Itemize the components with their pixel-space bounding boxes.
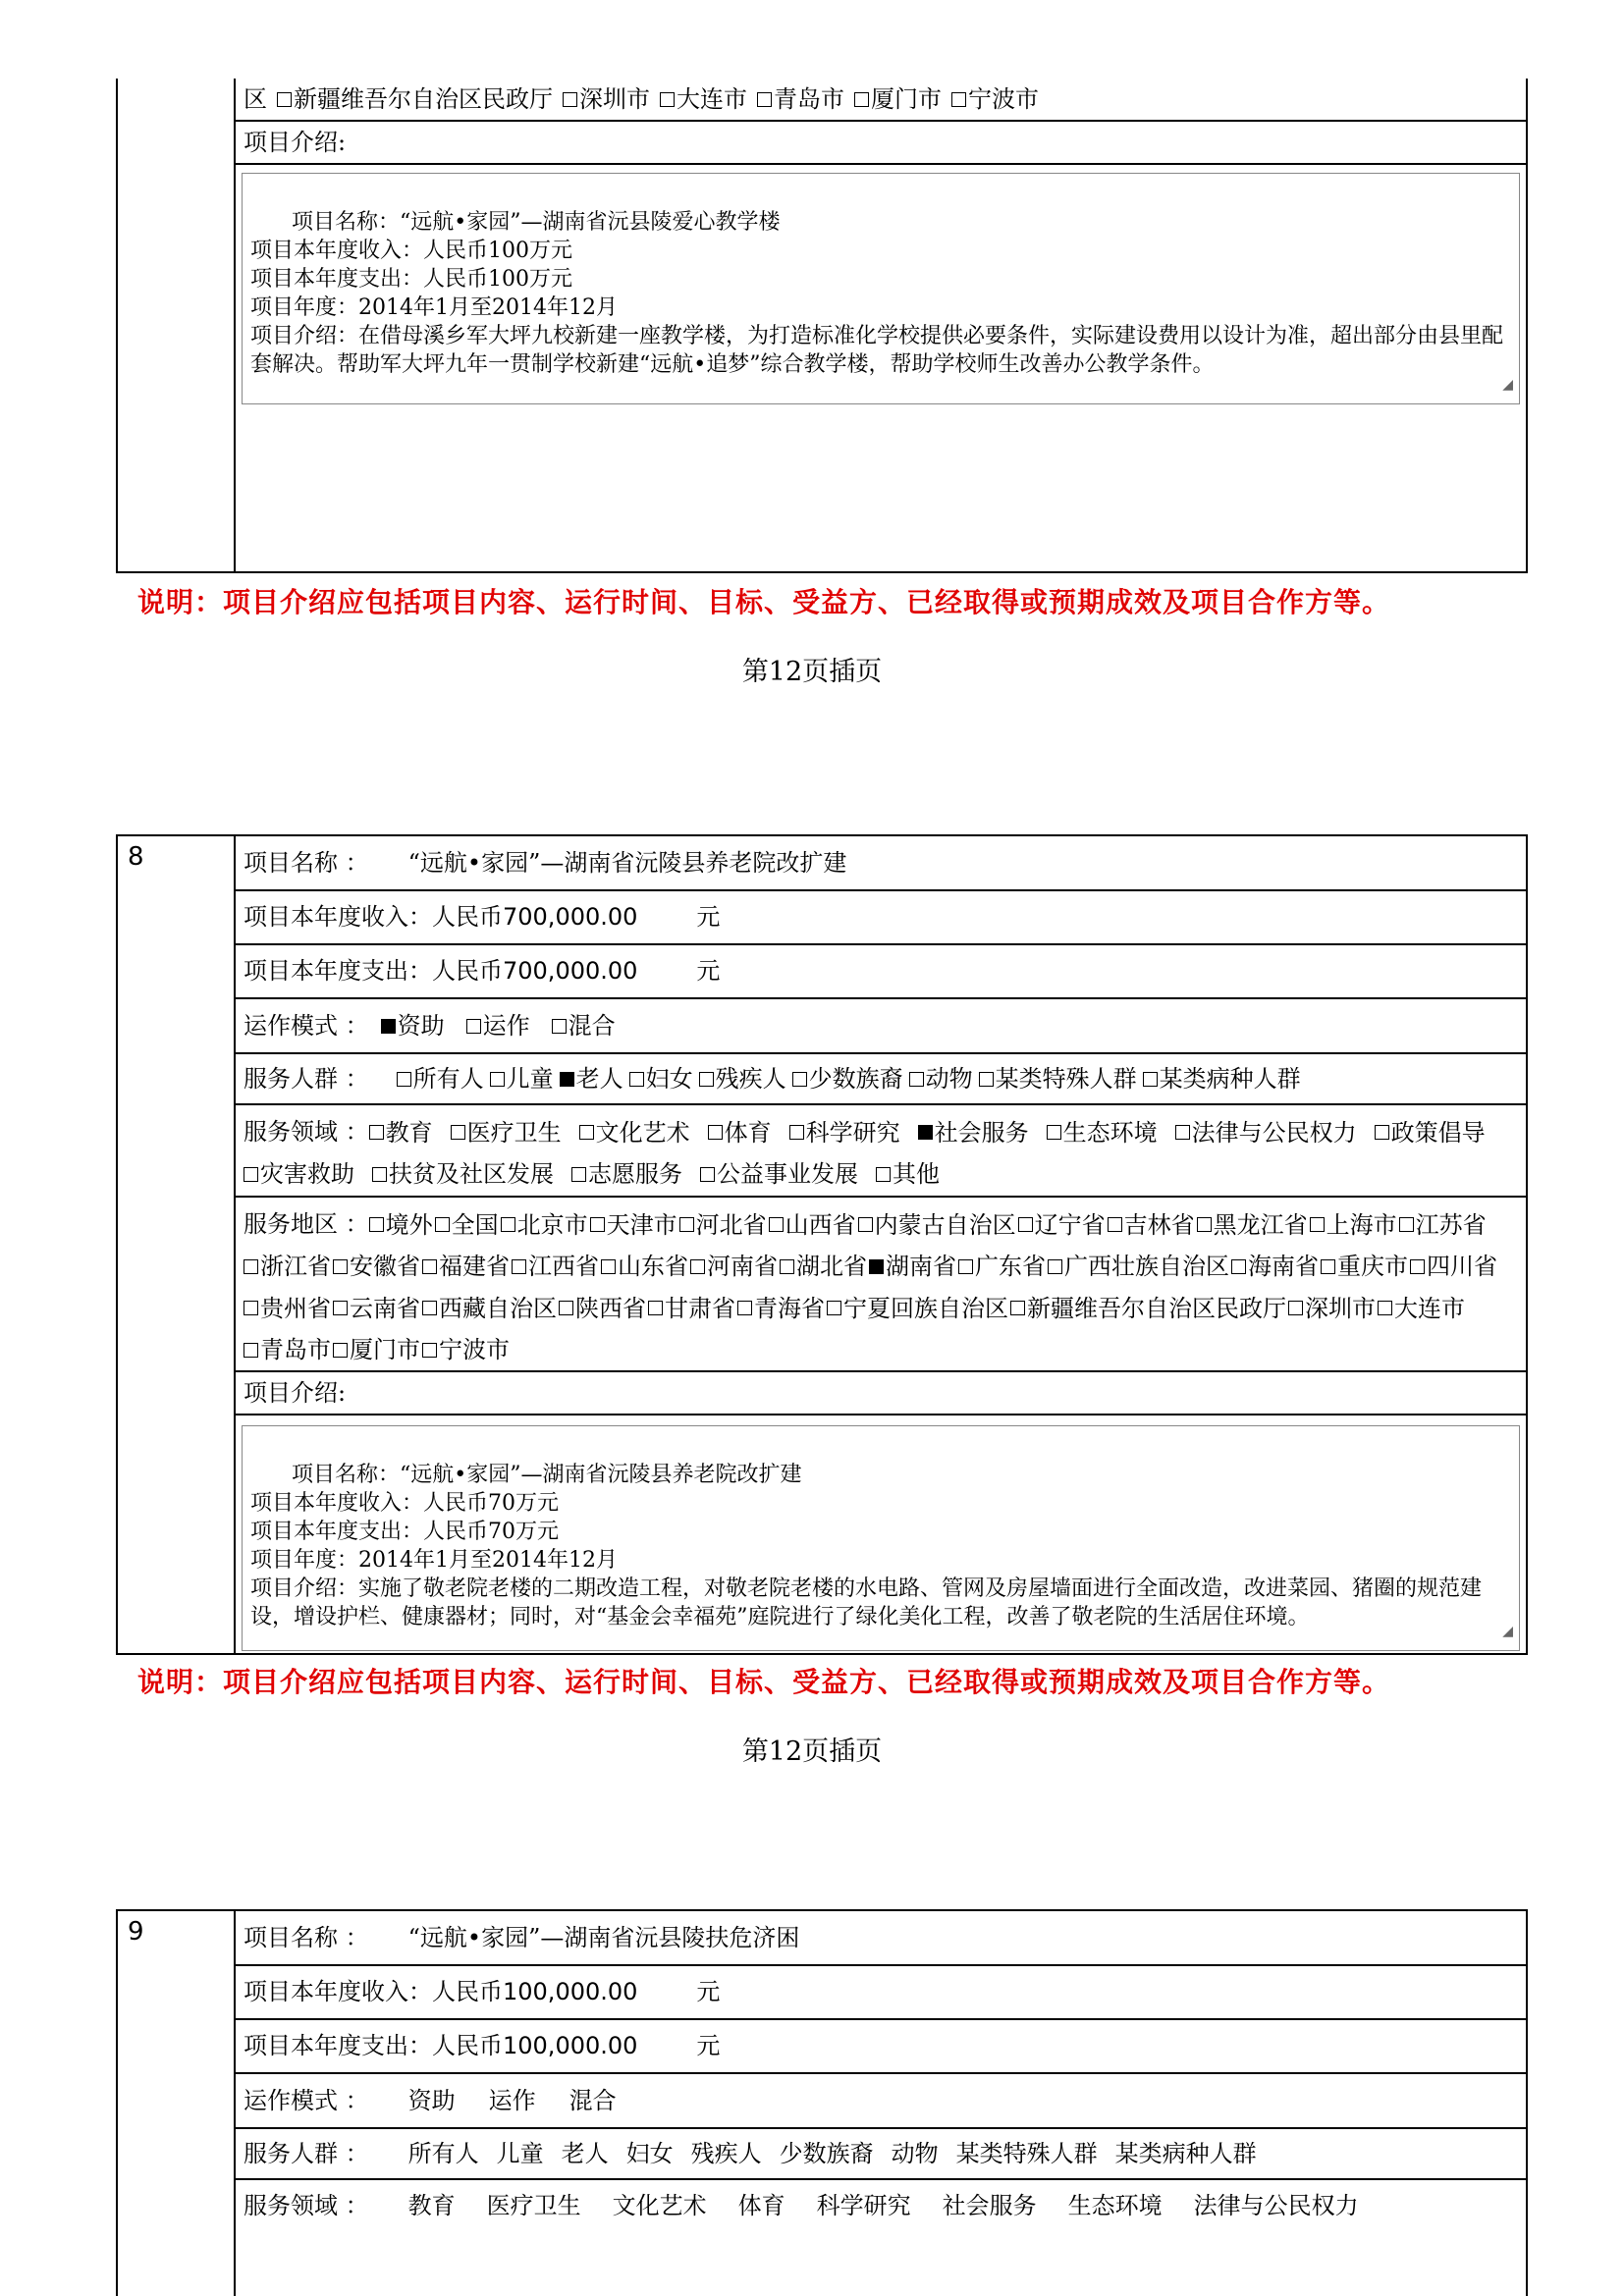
service-field-row: [236, 2180, 1526, 2231]
service-crowd-option[interactable]: [979, 1066, 1137, 1092]
intro-label-row: [236, 122, 1526, 165]
service-field-option[interactable]: [876, 1153, 940, 1195]
service-region-option[interactable]: [1321, 1246, 1408, 1287]
intro-textarea[interactable]: [242, 1425, 1520, 1651]
service-region-option[interactable]: [958, 1246, 1046, 1287]
service-field-option-label[interactable]: 法律与公民权力: [1193, 2191, 1359, 2219]
service-field-option[interactable]: [1047, 1112, 1158, 1153]
income-value[interactable]: 700,000.00: [503, 903, 638, 932]
service-field-option[interactable]: [789, 1112, 900, 1153]
service-field-option-label: 政策倡导: [1390, 1118, 1486, 1147]
service-crowd-option[interactable]: [1143, 1066, 1301, 1092]
intro-text: 项目名称：“远航•家园”—湖南省沅陵县养老院改扩建 项目本年度收入：人民币70万元 项目本年度支出：人民币70万元 项目年度：2014年1月至2014年12月 项目介绍：实施了敬老院老楼的二期改造工程，对敬老院老楼的水电路、管网及房屋墙面进行全面改造，改进菜园、猪圈的规范建设，增设护栏、健康器材；同时，对“基金会幸福苑”庭院进行了绿化美化工程，改善了敬老院的生活居住环境。: [250, 1463, 1483, 1629]
service-region-option[interactable]: [660, 86, 747, 112]
operation-mode-row: [236, 2074, 1526, 2129]
expense-label: 项目本年度支出：人民币: [244, 957, 503, 986]
service-region-option-label: 重庆市: [1337, 1253, 1408, 1280]
expense-value[interactable]: 100,000.00: [503, 2032, 638, 2060]
service-field-options: [244, 1118, 1503, 1188]
project-name-value[interactable]: “远航•家园”—湖南省沅县陵扶危济困: [407, 1923, 800, 1951]
operation-mode-option-label: 资助: [397, 1011, 445, 1040]
service-field-options: [408, 2193, 1390, 2218]
note-text: 说明：项目介绍应包括项目内容、运行时间、目标、受益方、已经取得或预期成效及项目合作方等。: [137, 1666, 1391, 1698]
intro-label: 项目介绍:: [244, 128, 347, 156]
service-crowd-option-label: 少数族裔: [808, 1064, 903, 1093]
service-region-option-label: 厦门市: [350, 1336, 420, 1363]
service-crowd-option[interactable]: [560, 1066, 623, 1092]
service-crowd-option-label[interactable]: 所有人: [407, 2139, 479, 2167]
checkbox-icon[interactable]: [690, 1259, 705, 1274]
project-section-continued: [116, 79, 1528, 573]
service-crowd-label: 服务人群 ：: [244, 2139, 369, 2167]
project-number: 8: [118, 836, 236, 1653]
income-label: 项目本年度收入：人民币: [244, 903, 503, 932]
service-crowd-options: [408, 2141, 1274, 2166]
service-region-option[interactable]: [1108, 1204, 1195, 1246]
checkbox-icon[interactable]: [571, 1167, 586, 1182]
project-name-row: [236, 836, 1526, 891]
service-crowd-option-label[interactable]: 残疾人: [690, 2139, 762, 2167]
service-region-option[interactable]: [1231, 1246, 1319, 1287]
service-crowd-option-label: 动物: [925, 1064, 973, 1093]
service-region-option-label: 湖南省: [886, 1253, 956, 1280]
checkbox-icon[interactable]: [629, 1072, 644, 1087]
checkbox-icon[interactable]: [277, 92, 292, 107]
checkbox-icon[interactable]: [333, 1301, 348, 1315]
income-unit: 元: [696, 903, 721, 932]
checkbox-icon[interactable]: [854, 92, 869, 107]
income-unit: 元: [696, 1978, 721, 2006]
service-crowd-option-label[interactable]: 老人: [561, 2139, 609, 2167]
service-region-option-label: 天津市: [606, 1210, 677, 1239]
project-name-label: 项目名称 ：: [244, 848, 369, 877]
checkbox-icon[interactable]: [579, 1125, 594, 1140]
checkbox-icon[interactable]: [909, 1072, 924, 1087]
intro-text: 项目名称：“远航•家园”—湖南省沅县陵爱心教学楼 项目本年度收入：人民币100万元 项目本年度支出：人民币100万元 项目年度：2014年1月至2014年12月 项目介绍：在借母溪乡军大坪九校新建一座教学楼，为打造标准化学校提供必要条件，实际建设费用以设计为准，超出部分由县里配套解决。帮助军大坪九年一贯制学校新建“远航•追梦”综合教学楼，帮助学校师生改善办公教学条件。: [250, 210, 1504, 377]
service-field-option-label[interactable]: 科学研究: [816, 2191, 911, 2219]
service-crowd-option[interactable]: [490, 1066, 554, 1092]
checkbox-icon[interactable]: [780, 1259, 794, 1274]
checkbox-icon[interactable]: [466, 1019, 481, 1034]
checkbox-icon[interactable]: [769, 1217, 784, 1232]
service-field-option[interactable]: [244, 1153, 354, 1195]
checkbox-icon[interactable]: [1143, 1072, 1158, 1087]
service-region-option[interactable]: [601, 1246, 688, 1287]
service-field-option[interactable]: [451, 1112, 562, 1153]
service-field-option[interactable]: [918, 1112, 1029, 1153]
checked-box-icon[interactable]: [560, 1072, 574, 1087]
service-field-row: [236, 1105, 1526, 1198]
checkbox-icon[interactable]: [1399, 1217, 1414, 1232]
expense-unit: 元: [696, 957, 721, 986]
operation-mode-options: [408, 2088, 650, 2113]
service-field-option-label: 其他: [893, 1160, 940, 1188]
checkbox-icon[interactable]: [244, 1301, 258, 1315]
service-crowd-option-label: 儿童: [506, 1064, 554, 1093]
service-region-option-label: 安徽省: [350, 1253, 420, 1280]
service-region-option[interactable]: [780, 1246, 867, 1287]
service-region-option[interactable]: [1378, 1288, 1465, 1329]
expense-unit: 元: [696, 2032, 721, 2060]
service-region-option-label: 区: [244, 84, 267, 113]
service-region-option-label: 河南省: [707, 1253, 778, 1280]
checkbox-icon[interactable]: [757, 92, 772, 107]
checkbox-icon[interactable]: [699, 1072, 714, 1087]
service-region-option-label: 青岛市: [774, 84, 844, 113]
service-region-option-label: 大连市: [1394, 1294, 1465, 1322]
checkbox-icon[interactable]: [792, 1072, 807, 1087]
operation-mode-option[interactable]: [552, 1013, 616, 1039]
service-crowd-option-label[interactable]: 妇女: [625, 2139, 674, 2167]
service-region-option-label: 广东省: [975, 1253, 1046, 1280]
service-region-option-label: 上海市: [1326, 1210, 1397, 1239]
expense-row: [236, 945, 1526, 999]
service-region-option-label: 河北省: [695, 1210, 767, 1239]
service-region-option[interactable]: [1410, 1246, 1497, 1287]
service-region-label: 服务地区 ：: [244, 1210, 369, 1238]
service-region-option[interactable]: [854, 86, 942, 112]
service-region-option[interactable]: [1048, 1246, 1229, 1287]
checkbox-icon[interactable]: [951, 92, 966, 107]
service-region-option[interactable]: [333, 1329, 420, 1370]
service-region-option[interactable]: [1010, 1288, 1286, 1329]
service-region-option-label: 贵州省: [260, 1294, 331, 1322]
service-region-option[interactable]: [333, 1246, 420, 1287]
service-crowd-option-label: 老人: [575, 1064, 623, 1093]
project-section-9: [116, 1909, 1528, 2296]
service-region-option-label: 宁波市: [439, 1336, 510, 1363]
service-region-option: [244, 86, 267, 112]
service-region-option-label: 深圳市: [1305, 1294, 1376, 1322]
service-region-option-label: 四川省: [1427, 1253, 1497, 1280]
checkbox-icon[interactable]: [1310, 1217, 1325, 1232]
service-crowd-label: 服务人群 ：: [244, 1064, 369, 1093]
checkbox-icon[interactable]: [827, 1301, 841, 1315]
resize-grip-icon[interactable]: ◢: [1502, 377, 1513, 393]
checkbox-icon[interactable]: [1175, 1125, 1190, 1140]
checkbox-icon[interactable]: [559, 1301, 573, 1315]
checkbox-icon[interactable]: [422, 1343, 437, 1358]
checkbox-icon[interactable]: [372, 1167, 387, 1182]
checkbox-icon[interactable]: [590, 1217, 605, 1232]
service-region-option-label: 西藏自治区: [439, 1294, 557, 1322]
service-region-option[interactable]: [563, 86, 650, 112]
service-field-option[interactable]: [708, 1112, 772, 1153]
expense-row: [236, 2020, 1526, 2074]
checkbox-icon[interactable]: [244, 1167, 258, 1182]
checked-box-icon[interactable]: [381, 1019, 396, 1034]
checkbox-icon[interactable]: [958, 1259, 973, 1274]
checkbox-icon[interactable]: [1048, 1259, 1062, 1274]
region-tail-list: [244, 86, 1049, 113]
service-region-option-label: 宁波市: [968, 84, 1039, 113]
checkbox-icon[interactable]: [876, 1167, 891, 1182]
service-region-option-label: 海南省: [1248, 1253, 1319, 1280]
checkbox-icon[interactable]: [789, 1125, 804, 1140]
service-region-option[interactable]: [422, 1288, 557, 1329]
checkbox-icon[interactable]: [708, 1125, 723, 1140]
checkbox-icon[interactable]: [1321, 1259, 1335, 1274]
service-region-option[interactable]: [1018, 1204, 1106, 1246]
checkbox-icon[interactable]: [1288, 1301, 1303, 1315]
service-region-option[interactable]: [422, 1246, 510, 1287]
service-region-option[interactable]: [369, 1204, 433, 1246]
service-field-option[interactable]: [700, 1153, 858, 1195]
service-region-option[interactable]: [244, 1329, 331, 1370]
service-region-option[interactable]: [737, 1288, 825, 1329]
service-region-option-label: 厦门市: [871, 84, 942, 113]
checkbox-icon[interactable]: [563, 92, 577, 107]
checkbox-icon[interactable]: [422, 1259, 437, 1274]
checkbox-icon[interactable]: [601, 1259, 616, 1274]
service-region-option[interactable]: [1197, 1204, 1308, 1246]
service-field-option[interactable]: [372, 1153, 554, 1195]
service-field-label: 服务领域 ：: [244, 1118, 369, 1146]
service-field-option-label: 医疗卫生: [466, 1118, 562, 1147]
service-field-option-label: 社会服务: [934, 1118, 1029, 1147]
operation-mode-label: 运作模式 ：: [244, 2086, 369, 2114]
service-crowd-option[interactable]: [699, 1066, 786, 1092]
checkbox-icon[interactable]: [700, 1167, 715, 1182]
service-field-option-label[interactable]: 社会服务: [942, 2191, 1037, 2219]
service-region-option-label: 深圳市: [579, 84, 650, 113]
checkbox-icon[interactable]: [333, 1259, 348, 1274]
service-field-option-label[interactable]: 生态环境: [1067, 2191, 1163, 2219]
service-field-option-label: 扶贫及社区发展: [389, 1160, 554, 1188]
service-region-option-label: 内蒙古自治区: [874, 1210, 1016, 1239]
service-crowd-option[interactable]: [629, 1066, 693, 1092]
service-region-option[interactable]: [435, 1204, 499, 1246]
service-region-option[interactable]: [333, 1288, 420, 1329]
service-region-option-label: 山东省: [618, 1253, 688, 1280]
service-field-option-label: 灾害救助: [260, 1160, 354, 1188]
service-crowd-option-label[interactable]: 儿童: [496, 2139, 544, 2167]
service-region-option-label: 云南省: [350, 1294, 420, 1322]
service-region-option[interactable]: [501, 1204, 588, 1246]
checkbox-icon[interactable]: [490, 1072, 505, 1087]
checkbox-icon[interactable]: [648, 1301, 663, 1315]
service-region-option-label: 广西壮族自治区: [1064, 1253, 1229, 1280]
operation-mode-option-label: 混合: [568, 1011, 616, 1040]
service-region-tail-row: [236, 79, 1526, 122]
service-region-option-label: 新疆维吾尔自治区民政厅: [1027, 1294, 1286, 1322]
note-text: 说明：项目介绍应包括项目内容、运行时间、目标、受益方、已经取得或预期成效及项目合作方等。: [137, 586, 1391, 618]
checkbox-icon[interactable]: [1231, 1259, 1246, 1274]
checkbox-icon[interactable]: [1378, 1301, 1392, 1315]
checkbox-icon[interactable]: [244, 1343, 258, 1358]
project-section-8: [116, 834, 1528, 1655]
project-name-row: [236, 1911, 1526, 1966]
service-region-row: [236, 1198, 1526, 1372]
service-crowd-option-label[interactable]: 少数族裔: [779, 2139, 874, 2167]
checkbox-icon[interactable]: [1410, 1259, 1425, 1274]
service-region-option[interactable]: [277, 86, 553, 112]
service-crowd-row: [236, 2129, 1526, 2180]
operation-mode-label: 运作模式 ：: [244, 1011, 369, 1040]
service-region-option-label: 辽宁省: [1034, 1210, 1106, 1239]
operation-mode-option-label[interactable]: 混合: [568, 2086, 617, 2114]
service-field-option-label: 法律与公民权力: [1191, 1118, 1357, 1147]
income-label: 项目本年度收入：人民币: [244, 1978, 503, 2006]
checkbox-icon[interactable]: [552, 1019, 567, 1034]
operation-mode-option-label[interactable]: 资助: [407, 2086, 456, 2114]
service-crowd-option-label[interactable]: 某类特殊人群: [955, 2139, 1098, 2167]
service-region-option[interactable]: [244, 1288, 331, 1329]
checkbox-icon[interactable]: [451, 1125, 465, 1140]
service-region-option[interactable]: [769, 1204, 856, 1246]
page-insert-label: 第12页插页: [741, 657, 883, 687]
income-value[interactable]: 100,000.00: [503, 1978, 638, 2006]
service-crowd-option[interactable]: [909, 1066, 973, 1092]
checkbox-icon[interactable]: [501, 1217, 515, 1232]
service-region-option-label: 新疆维吾尔自治区民政厅: [294, 84, 553, 113]
service-region-option[interactable]: [827, 1288, 1008, 1329]
service-region-option[interactable]: [559, 1288, 646, 1329]
project-number: 9: [118, 1911, 236, 2296]
page-insert-label: 第12页插页: [741, 1736, 883, 1767]
checkbox-icon[interactable]: [737, 1301, 752, 1315]
service-field-option[interactable]: [571, 1153, 682, 1195]
service-region-option-label: 全国: [451, 1210, 499, 1239]
checked-box-icon[interactable]: [869, 1259, 884, 1274]
service-region-option-label: 吉林省: [1123, 1210, 1195, 1239]
checkbox-icon[interactable]: [1018, 1217, 1033, 1232]
service-region-option[interactable]: [590, 1204, 677, 1246]
checkbox-icon[interactable]: [397, 1072, 411, 1087]
service-field-option-label: 公益事业发展: [717, 1160, 858, 1188]
service-region-option-label: 甘肃省: [665, 1294, 735, 1322]
service-region-option[interactable]: [757, 86, 844, 112]
service-crowd-option-label: 残疾人: [715, 1064, 786, 1093]
expense-value[interactable]: 700,000.00: [503, 957, 638, 986]
operation-mode-options: [381, 1013, 637, 1040]
intro-textarea[interactable]: [242, 173, 1520, 404]
checkbox-icon[interactable]: [422, 1301, 437, 1315]
service-region-options: [244, 1210, 1499, 1363]
service-region-option-label: 湖北省: [796, 1253, 867, 1280]
service-region-option[interactable]: [1288, 1288, 1376, 1329]
service-field-option-label: 文化艺术: [595, 1118, 690, 1147]
service-crowd-options: [397, 1066, 1307, 1093]
expense-label: 项目本年度支出：人民币: [244, 2032, 503, 2060]
service-region-option-label: 青岛市: [260, 1336, 331, 1363]
service-region-option[interactable]: [858, 1204, 1016, 1246]
operation-mode-option[interactable]: [381, 1013, 445, 1039]
service-region-option[interactable]: [648, 1288, 735, 1329]
checkbox-icon[interactable]: [333, 1343, 348, 1358]
service-region-option[interactable]: [1399, 1204, 1487, 1246]
intro-label: 项目介绍:: [244, 1378, 347, 1407]
service-region-option[interactable]: [1310, 1204, 1397, 1246]
project-name-label: 项目名称 ：: [244, 1923, 369, 1951]
service-region-option-label: 北京市: [516, 1210, 588, 1239]
checkbox-icon[interactable]: [1108, 1217, 1122, 1232]
service-field-option-label[interactable]: 体育: [737, 2191, 785, 2219]
operation-mode-option-label: 运作: [482, 1011, 530, 1040]
checkbox-icon[interactable]: [1010, 1301, 1025, 1315]
service-region-option-label: 江西省: [528, 1253, 599, 1280]
service-region-option[interactable]: [869, 1246, 956, 1287]
service-region-option-label: 青海省: [754, 1294, 825, 1322]
service-field-option-label[interactable]: 文化艺术: [612, 2191, 707, 2219]
income-row: [236, 1966, 1526, 2020]
service-field-option-label: 体育: [724, 1118, 772, 1147]
service-field-option-label: 科学研究: [805, 1118, 900, 1147]
service-crowd-option-label[interactable]: 某类病种人群: [1114, 2139, 1257, 2167]
service-region-option[interactable]: [679, 1204, 767, 1246]
income-row: [236, 891, 1526, 945]
service-field-option-label: 生态环境: [1062, 1118, 1158, 1147]
checkbox-icon[interactable]: [244, 1259, 258, 1274]
checkbox-icon[interactable]: [979, 1072, 994, 1087]
service-region-option-label: 宁夏回族自治区: [843, 1294, 1008, 1322]
service-region-option[interactable]: [690, 1246, 778, 1287]
service-region-option-label: 黑龙江省: [1213, 1210, 1308, 1239]
checkbox-icon[interactable]: [679, 1217, 694, 1232]
service-crowd-option[interactable]: [792, 1066, 903, 1092]
service-region-option-label: 福建省: [439, 1253, 510, 1280]
service-field-option[interactable]: [369, 1112, 433, 1153]
checkbox-icon[interactable]: [1375, 1125, 1389, 1140]
service-region-option[interactable]: [244, 1246, 331, 1287]
service-crowd-option-label: 某类病种人群: [1159, 1064, 1301, 1093]
checkbox-icon[interactable]: [512, 1259, 526, 1274]
service-crowd-option-label[interactable]: 动物: [891, 2139, 939, 2167]
service-crowd-option-label: 妇女: [645, 1064, 693, 1093]
checked-box-icon[interactable]: [918, 1125, 933, 1140]
service-region-option[interactable]: [512, 1246, 599, 1287]
checkbox-icon[interactable]: [1047, 1125, 1061, 1140]
number-cell: [118, 79, 236, 571]
service-region-option-label: 大连市: [677, 84, 747, 113]
service-region-option-label: 江苏省: [1415, 1210, 1487, 1239]
service-field-option-label[interactable]: 教育: [407, 2191, 456, 2219]
service-field-label: 服务领域 ：: [244, 2191, 369, 2219]
service-field-option[interactable]: [579, 1112, 690, 1153]
service-region-option-label: 山西省: [785, 1210, 856, 1239]
checkbox-icon[interactable]: [660, 92, 675, 107]
resize-grip-icon[interactable]: ◢: [1502, 1624, 1513, 1639]
service-crowd-option-label: 所有人: [412, 1064, 484, 1093]
checkbox-icon[interactable]: [369, 1217, 384, 1232]
service-field-option-label[interactable]: 医疗卫生: [486, 2191, 581, 2219]
service-region-option-label: 浙江省: [260, 1253, 331, 1280]
checkbox-icon[interactable]: [369, 1125, 384, 1140]
checkbox-icon[interactable]: [1197, 1217, 1212, 1232]
checkbox-icon[interactable]: [435, 1217, 450, 1232]
service-crowd-row: [236, 1054, 1526, 1105]
service-region-option[interactable]: [422, 1329, 510, 1370]
project-name-value[interactable]: “远航•家园”—湖南省沅陵县养老院改扩建: [407, 848, 847, 877]
service-region-option-label: 境外: [385, 1210, 433, 1239]
service-crowd-option[interactable]: [397, 1066, 484, 1092]
operation-mode-option[interactable]: [466, 1013, 530, 1039]
service-region-option-label: 陕西省: [575, 1294, 646, 1322]
service-crowd-option-label: 某类特殊人群: [995, 1064, 1137, 1093]
service-field-option[interactable]: [1175, 1112, 1357, 1153]
service-field-option-label: 教育: [385, 1118, 433, 1147]
intro-label-row: [236, 1372, 1526, 1415]
operation-mode-option-label[interactable]: 运作: [488, 2086, 536, 2114]
checkbox-icon[interactable]: [858, 1217, 873, 1232]
operation-mode-row: [236, 999, 1526, 1054]
service-region-option[interactable]: [951, 86, 1039, 112]
service-field-option-label: 志愿服务: [588, 1160, 682, 1188]
service-field-option[interactable]: [1375, 1112, 1486, 1153]
